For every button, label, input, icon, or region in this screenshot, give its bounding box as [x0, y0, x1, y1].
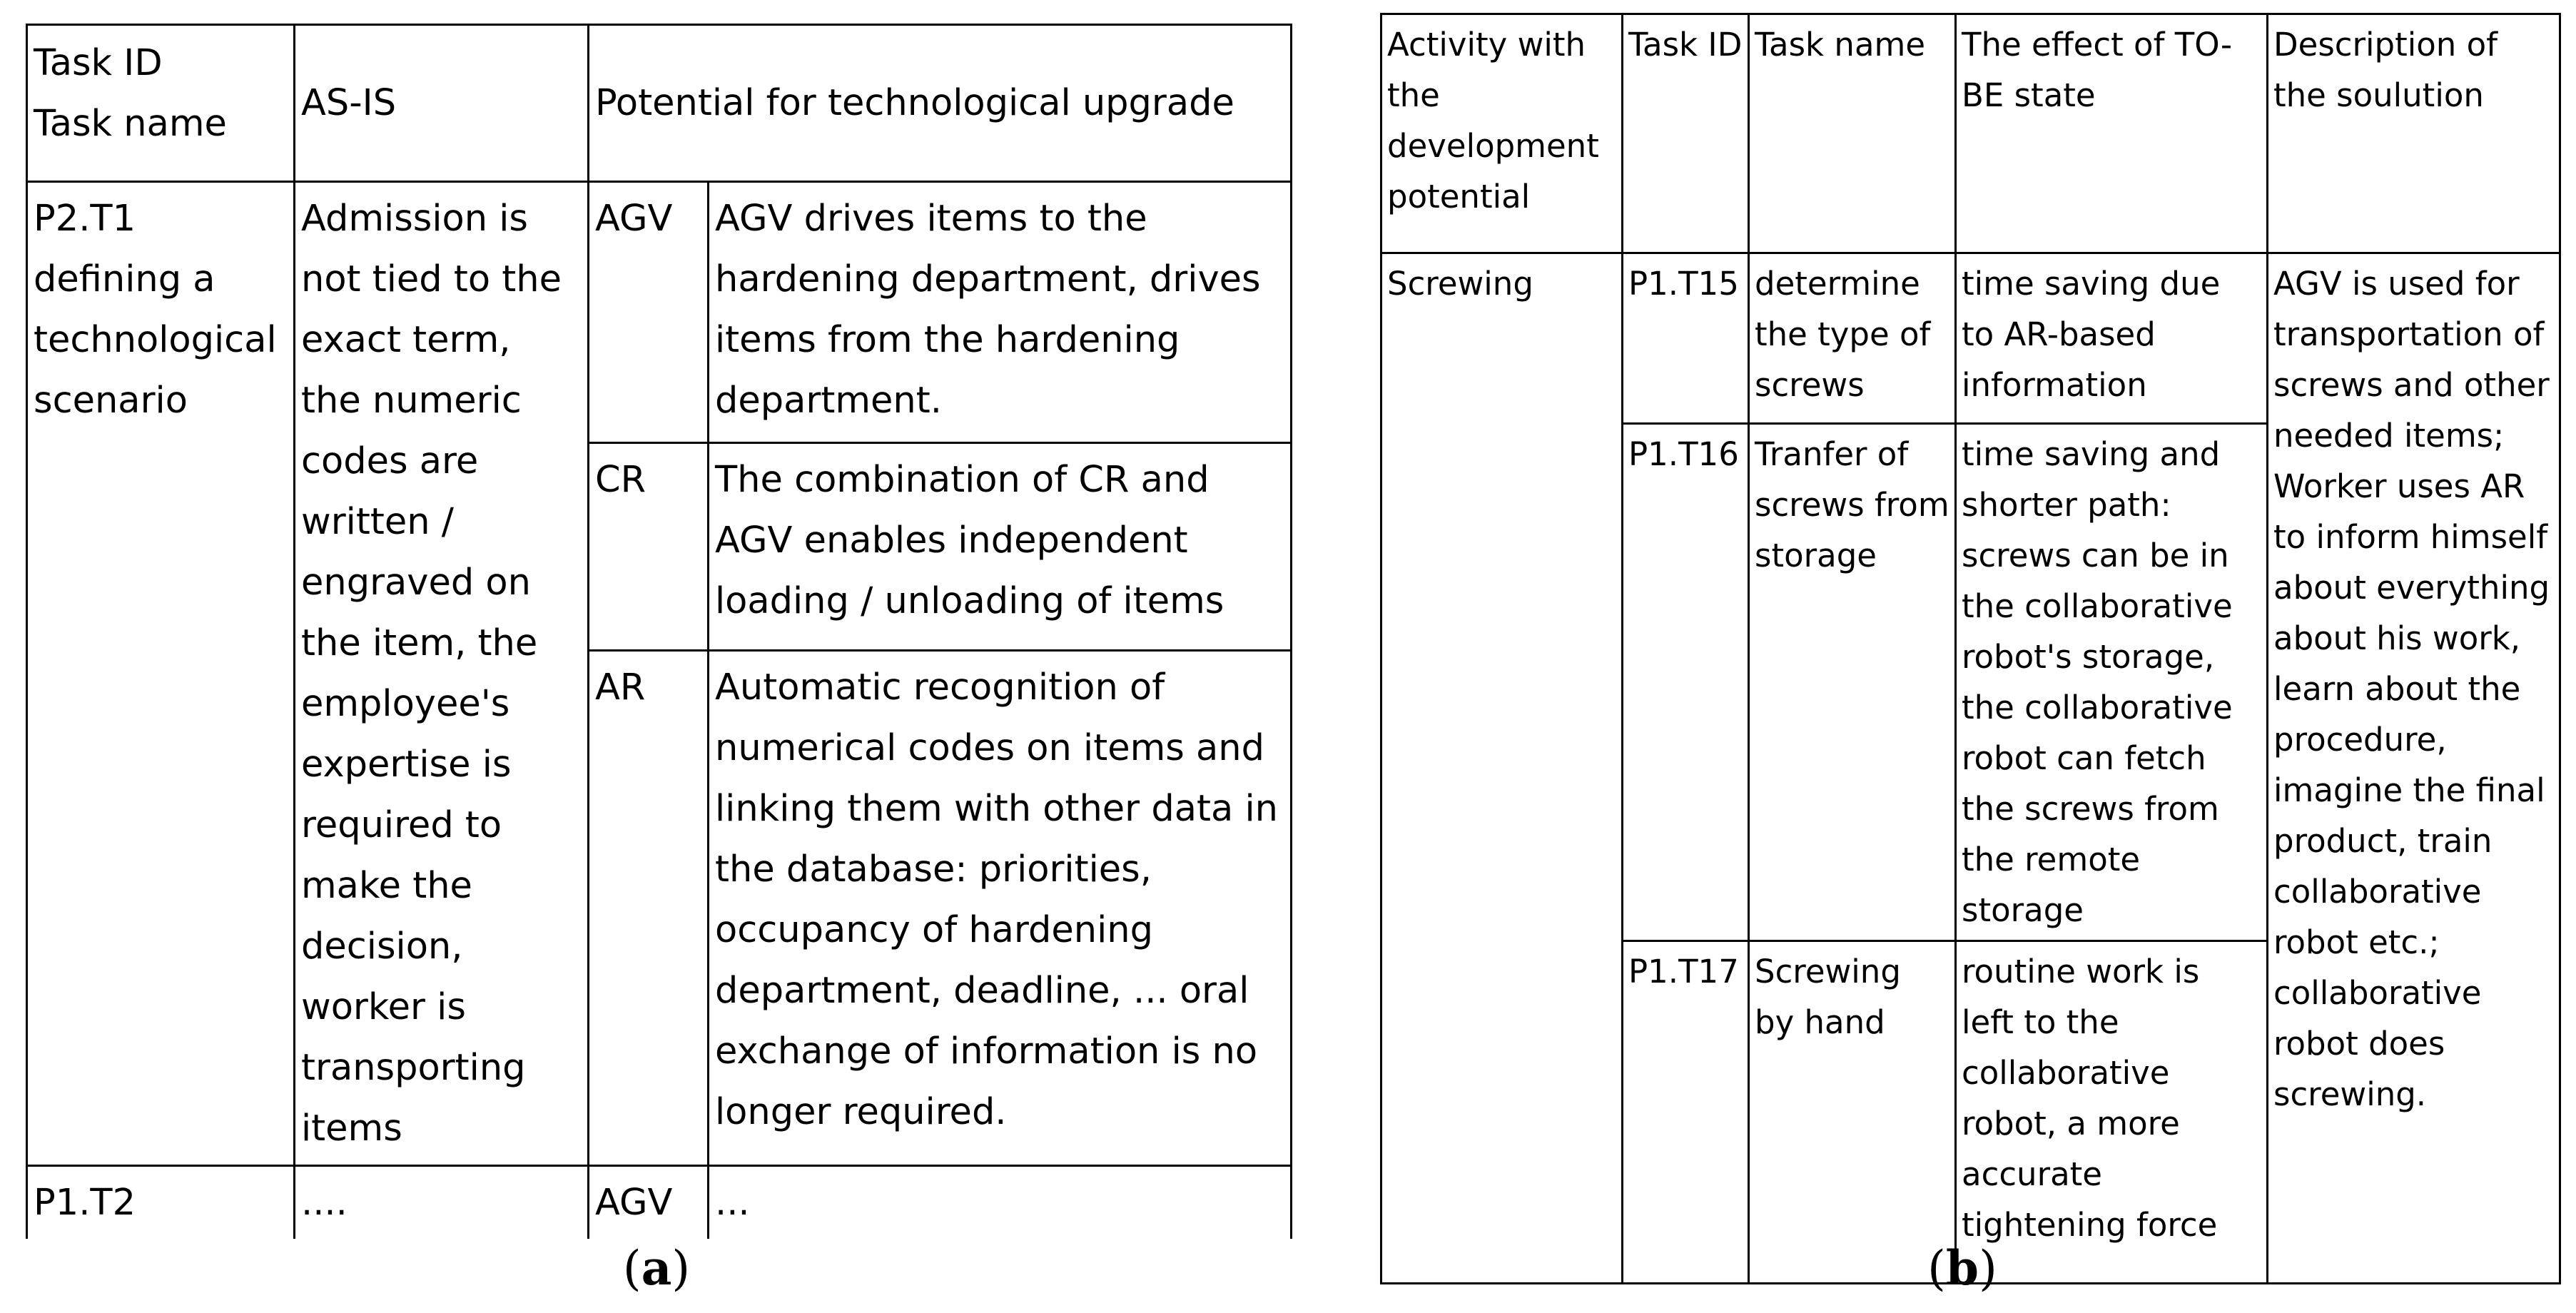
table-a-tech-cell: CR [589, 443, 709, 651]
table-a-tech-cell: AGV [589, 182, 709, 443]
table-b-header-task-name: Task name [1749, 14, 1956, 253]
table-row [27, 182, 1292, 443]
table-a-header-potential: Potential for technological upgrade [589, 25, 1292, 182]
table-a-as-is-cell: Admission is not tied to the exact term, the numeric codes are written / engraved on the item, the employee's expertise is required to make the decision, worker is transporting items [295, 182, 589, 1166]
table-a-header-task-id [27, 25, 295, 182]
table-b-solution-cell: AGV is used for transportation of screws and other needed items; Worker uses AR to inform himself about everything about his work, learn about the procedure, imagine the final product, train collaborative robot etc.; collaborative robot does screwing. [2268, 253, 2560, 1284]
table-b-task-id-cell: P1.T17 [1623, 941, 1749, 1284]
table-row [1381, 253, 2560, 424]
table-b-task-name-cell: determine the type of screws [1749, 253, 1956, 424]
table-a-task-cell: P1.T2 [27, 1166, 295, 1240]
table-b-effect-cell: routine work is left to the collaborative robot, a more accurate tightening force [1956, 941, 2268, 1284]
table-a-as-is-cell: .... [295, 1166, 589, 1240]
caption-a: (a) [622, 1240, 691, 1296]
table-b-header-activity: Activity with the development potential [1381, 14, 1623, 253]
table-b-task-name-cell: Tranfer of screws from storage [1749, 424, 1956, 941]
table-b-header-description: Description of the soulution [2268, 14, 2560, 253]
table-b-effect-cell: time saving due to AR-based information [1956, 253, 2268, 424]
table-a-header-as-is: AS-IS [295, 25, 589, 182]
table-a-header-row [27, 25, 1292, 182]
caption-b: (b) [1927, 1240, 1997, 1296]
table-b-task-id-cell: P1.T16 [1623, 424, 1749, 941]
header-task-name-label: Task name [34, 103, 227, 145]
table-a [26, 24, 1292, 1239]
table-row [27, 1166, 1292, 1240]
table-a-task-cell: P2.T1 defining a technological scenario [27, 182, 295, 1166]
header-task-id-label: Task ID [34, 42, 163, 84]
caption-a-letter: a [641, 1240, 672, 1296]
table-b-header-effect: The effect of TO-BE state [1956, 14, 2268, 253]
table-b-task-id-cell: P1.T15 [1623, 253, 1749, 424]
table-b-effect-cell: time saving and shorter path: screws can be in the collaborative robot's storage, the collaborative robot can fetch the screws from the remote storage [1956, 424, 2268, 941]
table-b-header-task-id: Task ID [1623, 14, 1749, 253]
table-a-upgrade-description: AGV drives items to the hardening department, drives items from the hardening department. [709, 182, 1292, 443]
table-b-task-name-cell: Screwing by hand [1749, 941, 1956, 1284]
table-a-tech-cell: AR [589, 651, 709, 1166]
caption-b-letter: b [1945, 1240, 1979, 1296]
table-b [1380, 13, 2561, 1284]
table-a-upgrade-description: ... [709, 1166, 1292, 1240]
table-a-tech-cell: AGV [589, 1166, 709, 1240]
table-a-upgrade-description: Automatic recognition of numerical codes on items and linking them with other data in the database: priorities, occupancy of hardening department, deadline, ... oral exchange of information is no longer required. [709, 651, 1292, 1166]
table-b-activity-cell: Screwing [1381, 253, 1623, 1284]
table-b-header-row [1381, 14, 2560, 253]
table-a-upgrade-description: The combination of CR and AGV enables independent loading / unloading of items [709, 443, 1292, 651]
